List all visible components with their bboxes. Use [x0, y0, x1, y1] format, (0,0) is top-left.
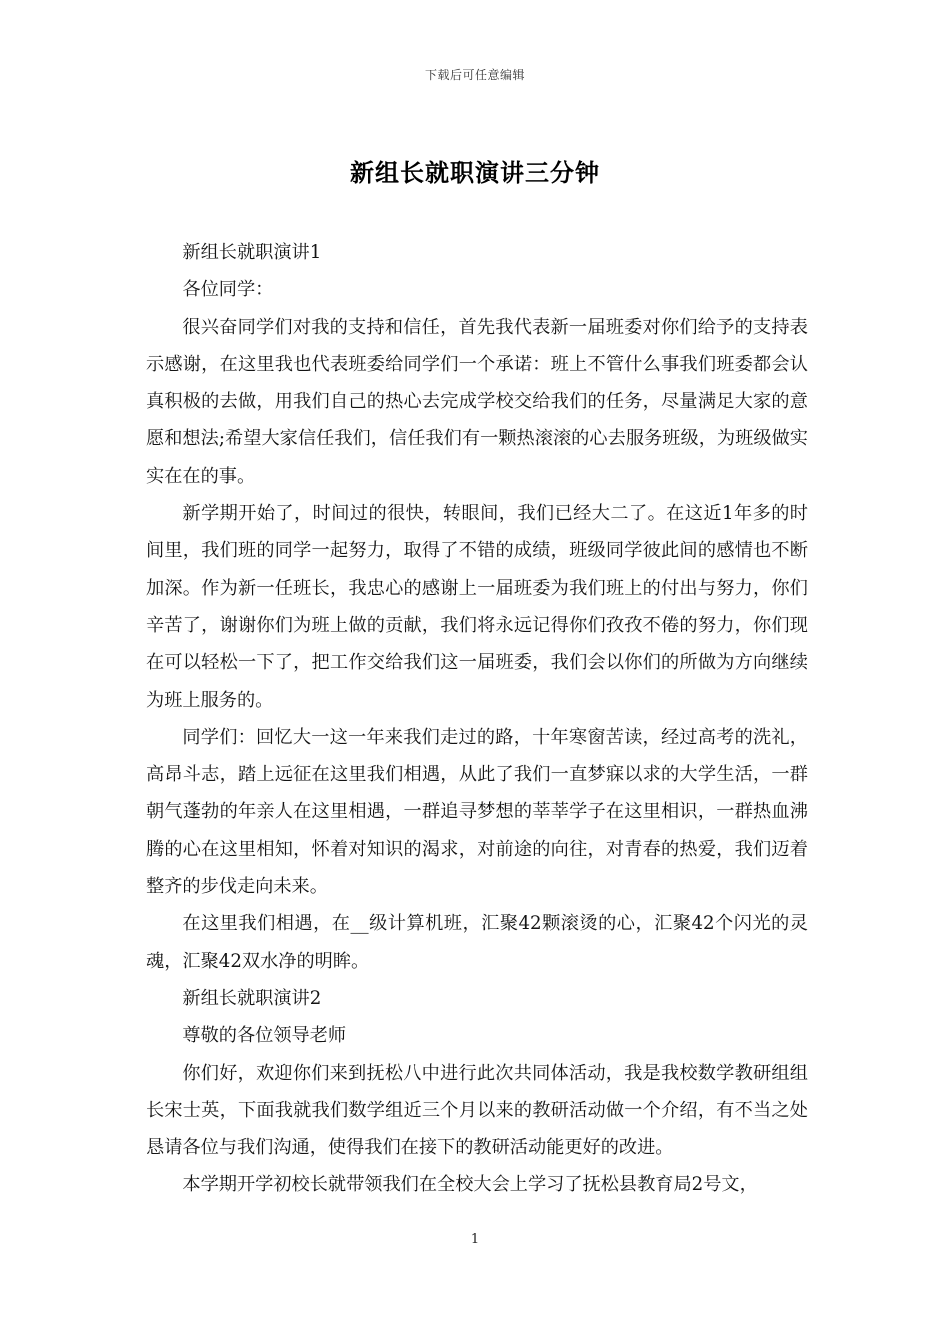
body-paragraph: 新学期开始了，时间过的很快，转眼间，我们已经大二了。在这近1年多的时间里，我们班的同学一起努力，取得了不错的成绩，班级同学彼此间的感情也不断加深。作为新一任班长，我忠心的感谢上一届班委为我们班上的付出与努力，你们辛苦了，谢谢你们为班上做的贡献，我们将永远记得你们孜孜不倦的努力，你们现在可以轻松一下了，把工作交给我们这一届班委，我们会以你们的所做为方向继续为班上服务的。: [146, 503, 808, 711]
page-number: 1: [470, 1232, 480, 1247]
document-body: [146, 234, 808, 1204]
salutation: 各位同学：: [182, 279, 274, 301]
header-note: 下载后可任意编辑: [424, 68, 525, 82]
body-paragraph: 你们好，欢迎你们来到抚松八中进行此次共同体活动，我是我校数学教研组组长宋士英，下面我就我们数学组近三个月以来的教研活动做一个介绍，有不当之处恳请各位与我们沟通，使得我们在接下的教研活动能更好的改进。: [146, 1062, 808, 1159]
body-paragraph: 同学们：回忆大一这一年来我们走过的路，十年寒窗苦读，经过高考的洗礼，高昂斗志，踏上远征在这里我们相遇，从此了我们一直梦寐以求的大学生活，一群朝气蓬勃的年亲人在这里相遇，一群追寻梦想的莘莘学子在这里相识，一群热血沸腾的心在这里相知，怀着对知识的渴求，对前途的向往，对青春的热爱，我们迈着整齐的步伐走向未来。: [146, 726, 808, 898]
body-paragraph: 在这里我们相遇，在__级计算机班，汇聚42颗滚烫的心，汇聚42个闪光的灵魂，汇聚42双水净的明眸。: [146, 913, 808, 972]
body-paragraph: 很兴奋同学们对我的支持和信任，首先我代表新一届班委对你们给予的支持表示感谢，在这里我也代表班委给同学们一个承诺：班上不管什么事我们班委都会认真积极的去做，用我们自己的热心去完成学校交给我们的任务，尽量满足大家的意愿和想法;希望大家信任我们，信任我们有一颗热滚滚的心去服务班级，为班级做实实在在的事。: [146, 316, 808, 487]
body-paragraph: 本学期开学初校长就带领我们在全校大会上学习了抚松县教育局2号文，: [182, 1174, 758, 1196]
document-title: 新组长就职演讲三分钟: [350, 158, 600, 187]
salutation: 尊敬的各位领导老师: [182, 1025, 347, 1047]
section-heading: 新组长就职演讲2: [182, 987, 322, 1009]
section-heading: 新组长就职演讲1: [182, 242, 322, 263]
